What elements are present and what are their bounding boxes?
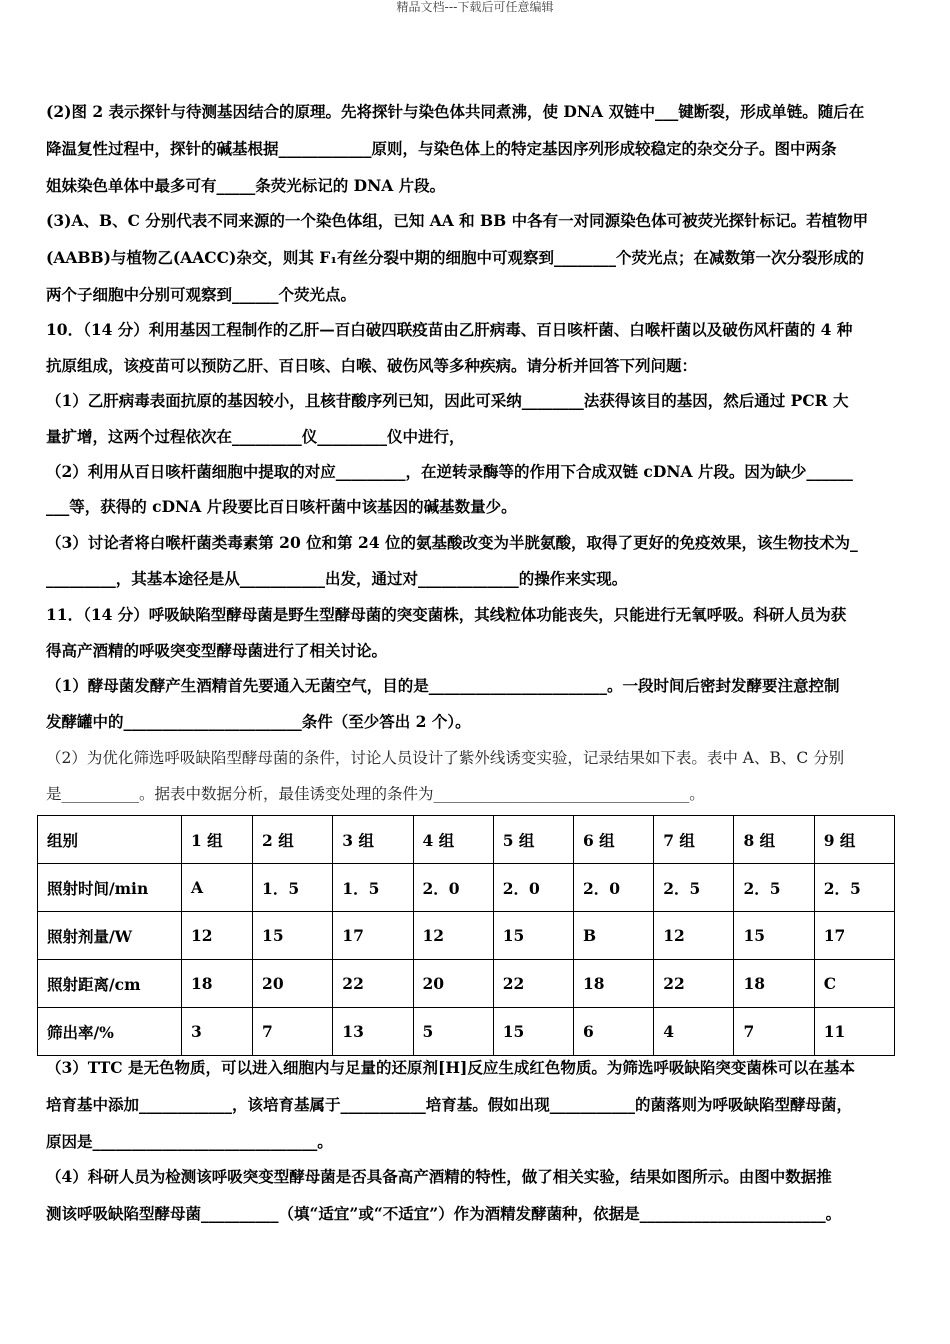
text-line: 培育基中添加____________，该培育基属于___________培育基。假如出现___________的菌落则为呼吸缺陷型酵母菌，: [46, 1095, 853, 1114]
text-line: （4）科研人员为检测该呼吸突变型酵母菌是否具备高产酒精的特性，做了相关实验，结果如图所示。由图中数据推: [46, 1167, 832, 1186]
table-cell: 7: [734, 1008, 814, 1056]
table-cell: 20: [413, 960, 493, 1008]
page-header: 精品文档---下载后可任意编辑: [396, 0, 554, 14]
text-line: (AABB)与植物乙(AACC)杂交，则其 F₁有丝分裂中期的细胞中可观察到________个荧光点；在减数第一次分裂形成的: [46, 248, 865, 267]
text-line: （3）TTC 是无色物质，可以进入细胞内与足量的还原剂[H]反应生成红色物质。为筛选呼吸缺陷突变菌株可以在基本: [46, 1058, 855, 1077]
table-cell: 6: [573, 1008, 653, 1056]
table-cell: 12: [413, 912, 493, 960]
table-cell: 17: [333, 912, 413, 960]
table-header-row: [38, 816, 895, 864]
table-cell: 1．5: [333, 864, 413, 912]
table-row: [38, 960, 895, 1008]
text-line: (3)A、B、C 分别代表不同来源的一个染色体组，已知 AA 和 BB 中各有一对同源染色体可被荧光探针标记。若植物甲: [46, 211, 869, 230]
table-cell: 22: [654, 960, 734, 1008]
table-cell: 2．0: [573, 864, 653, 912]
table-cell: 7 组: [654, 816, 734, 864]
table-row-label: 照射时间/min: [38, 864, 182, 912]
table-cell: 5: [413, 1008, 493, 1056]
table-cell: A: [182, 864, 253, 912]
table-cell: 18: [734, 960, 814, 1008]
table-cell: 18: [182, 960, 253, 1008]
text-line: 姐妹染色单体中最多可有_____条荧光标记的 DNA 片段。: [46, 176, 446, 195]
table-cell: 2．5: [814, 864, 894, 912]
table-cell: 6 组: [573, 816, 653, 864]
table-row-label: 照射距离/cm: [38, 960, 182, 1008]
table-cell: 8 组: [734, 816, 814, 864]
table-cell: C: [814, 960, 894, 1008]
text-line: 发酵罐中的_______________________条件（至少答出 2 个）。: [46, 712, 471, 731]
table-cell: 22: [333, 960, 413, 1008]
table-cell: 1．5: [253, 864, 333, 912]
table-row-label: 筛出率/%: [38, 1008, 182, 1056]
text-line: 两个子细胞中分别可观察到______个荧光点。: [46, 285, 357, 304]
table-row-label: 照射剂量/W: [38, 912, 182, 960]
table-cell: 18: [573, 960, 653, 1008]
table-row: [38, 864, 895, 912]
table-cell: 20: [253, 960, 333, 1008]
text-line: 抗原组成，该疫苗可以预防乙肝、百日咳、白喉、破伤风等多种疾病。请分析并回答下列问题：: [46, 356, 698, 375]
table-row: [38, 1008, 895, 1056]
table-cell: 3 组: [333, 816, 413, 864]
table-cell: 12: [182, 912, 253, 960]
table-cell: 22: [493, 960, 573, 1008]
table-cell: 12: [654, 912, 734, 960]
text-line: 是__________。据表中数据分析，最佳诱变处理的条件为_________________________________。: [46, 785, 705, 803]
text-line: （2）利用从百日咳杆菌细胞中提取的对应_________，在逆转录酶等的作用下合成双链 cDNA 片段。因为缺少______: [46, 462, 853, 481]
table-cell: 2．0: [493, 864, 573, 912]
table-cell: 13: [333, 1008, 413, 1056]
table-cell: 2 组: [253, 816, 333, 864]
table-cell: 15: [493, 912, 573, 960]
table-cell: 2．0: [413, 864, 493, 912]
text-line: _________，其基本途径是从___________出发，通过对_____________的操作来实现。: [46, 569, 628, 588]
table-cell: 4: [654, 1008, 734, 1056]
question-11-heading: 11．（14 分）呼吸缺陷型酵母菌是野生型酵母菌的突变菌株，其线粒体功能丧失，只能进行无氧呼吸。科研人员为获: [46, 605, 847, 624]
table-cell: 15: [493, 1008, 573, 1056]
text-line: 降温复性过程中，探针的碱基根据____________原则，与染色体上的特定基因序列形成较稳定的杂交分子。图中两条: [46, 139, 837, 158]
table-cell: 11: [814, 1008, 894, 1056]
table-cell: 4 组: [413, 816, 493, 864]
text-line: 量扩增，这两个过程依次在_________仪_________仪中进行，: [46, 427, 465, 446]
table-cell: 1 组: [182, 816, 253, 864]
table-cell: 2．5: [654, 864, 734, 912]
text-line: （2）为优化筛选呼吸缺陷型酵母菌的条件，讨论人员设计了紫外线诱变实验，记录结果如下表。表中 A、B、C 分别: [46, 749, 845, 767]
text-line: 得高产酒精的呼吸突变型酵母菌进行了相关讨论。: [46, 641, 388, 660]
text-line: 测该呼吸缺陷型酵母菌__________（填“适宜”或“不适宜”）作为酒精发酵菌种，依据是________________________。: [46, 1204, 842, 1223]
table-cell: 3: [182, 1008, 253, 1056]
text-line: ___等，获得的 cDNA 片段要比百日咳杆菌中该基因的碱基数量少。: [46, 497, 517, 516]
text-line: (2)图 2 表示探针与待测基因结合的原理。先将探针与染色体共同煮沸，使 DNA 双链中___键断裂，形成单链。随后在: [46, 102, 865, 121]
table-row-label: 组别: [38, 816, 182, 864]
text-line: （1）酵母菌发酵产生酒精首先要通入无菌空气，目的是_______________________。一段时间后密封发酵要注意控制: [46, 676, 840, 695]
table-cell: 5 组: [493, 816, 573, 864]
mutagenesis-data-table: [37, 815, 895, 1056]
table-row: [38, 912, 895, 960]
table-cell: 15: [734, 912, 814, 960]
table-cell: 2．5: [734, 864, 814, 912]
table-cell: B: [573, 912, 653, 960]
text-line: 原因是_____________________________。: [46, 1132, 333, 1151]
text-line: （1）乙肝病毒表面抗原的基因较小，且核苷酸序列已知，因此可采纳________法获得该目的基因，然后通过 PCR 大: [46, 391, 849, 410]
table-cell: 15: [253, 912, 333, 960]
table-cell: 17: [814, 912, 894, 960]
table-cell: 9 组: [814, 816, 894, 864]
table-cell: 7: [253, 1008, 333, 1056]
question-10-heading: 10．（14 分）利用基因工程制作的乙肝—百白破四联疫苗由乙肝病毒、百日咳杆菌、白喉杆菌以及破伤风杆菌的 4 种: [46, 320, 853, 339]
text-line: （3）讨论者将白喉杆菌类毒素第 20 位和第 24 位的氨基酸改变为半胱氨酸，取得了更好的免疫效果，该生物技术为_: [46, 533, 858, 552]
